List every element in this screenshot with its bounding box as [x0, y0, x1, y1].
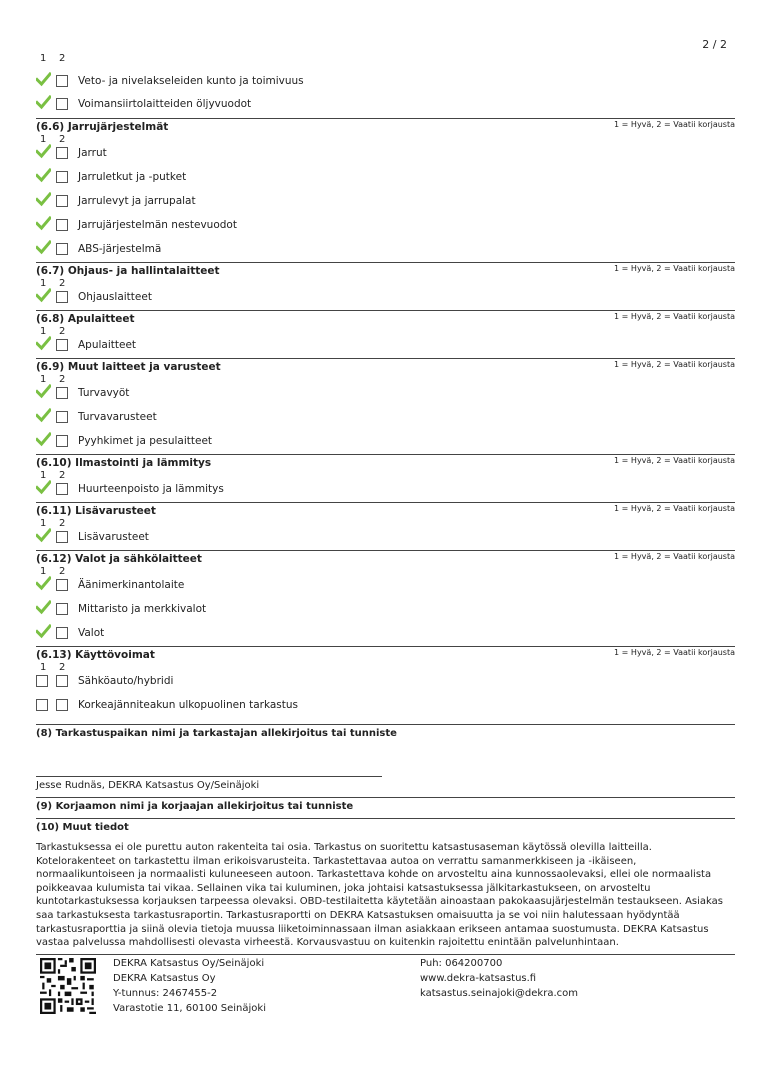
- checklist-item-label: Sähköauto/hybridi: [78, 675, 174, 687]
- rating-2-checkbox[interactable]: [56, 195, 68, 207]
- rating-1-checkbox[interactable]: [36, 98, 48, 110]
- section-header: [36, 646, 735, 661]
- rating-2-checkbox[interactable]: [56, 291, 68, 303]
- checkmark-icon: [36, 168, 51, 183]
- checkmark-icon: [36, 384, 51, 399]
- rating-legend: 1 = Hyvä, 2 = Vaatii korjausta: [614, 120, 735, 129]
- section-title: (6.8) Apulaitteet: [36, 313, 135, 325]
- rating-2-checkbox[interactable]: [56, 243, 68, 255]
- rating-1-checkbox[interactable]: [36, 195, 48, 207]
- checkmark-icon: [36, 240, 51, 255]
- rating-1-checkbox[interactable]: [36, 171, 48, 183]
- rating-2-checkbox[interactable]: [56, 387, 68, 399]
- checkmark-icon: [36, 216, 51, 231]
- section-9-divider: [36, 797, 735, 798]
- rating-legend: 1 = Hyvä, 2 = Vaatii korjausta: [614, 648, 735, 657]
- rating-legend: 1 = Hyvä, 2 = Vaatii korjausta: [614, 552, 735, 561]
- rating-2-checkbox[interactable]: [56, 435, 68, 447]
- column-1-label: 1: [40, 566, 47, 577]
- column-header: [36, 374, 76, 384]
- section-8-title: (8) Tarkastuspaikan nimi ja tarkastajan allekirjoitus tai tunniste: [36, 728, 397, 739]
- section-title: (6.13) Käyttövoimat: [36, 649, 155, 661]
- rating-1-checkbox[interactable]: [36, 291, 48, 303]
- section-header: [36, 502, 735, 517]
- checklist-item-label: Pyyhkimet ja pesulaitteet: [78, 435, 213, 447]
- rating-2-checkbox[interactable]: [56, 219, 68, 231]
- rating-1-checkbox[interactable]: [36, 75, 48, 87]
- section-10-divider: [36, 818, 735, 819]
- checklist-item-label: Äänimerkinantolaite: [78, 579, 185, 591]
- checklist-item-label: Lisävarusteet: [78, 531, 149, 543]
- footer-contact: [420, 956, 578, 1001]
- column-1-label: 1: [40, 134, 47, 145]
- checklist-item-label: Voimansiirtolaitteiden öljyvuodot: [78, 98, 252, 110]
- rating-1-checkbox[interactable]: [36, 531, 48, 543]
- checklist-item-label: Jarruletkut ja -putket: [78, 171, 187, 183]
- checklist-item-label: Veto- ja nivelakseleiden kunto ja toimivuus: [78, 75, 304, 87]
- checkmark-icon: [36, 432, 51, 447]
- qr-code-icon: [40, 958, 96, 1014]
- section-title: (6.7) Ohjaus- ja hallintalaitteet: [36, 265, 220, 277]
- section-8-divider: [36, 724, 735, 725]
- section-header: [36, 358, 735, 373]
- checkmark-icon: [36, 72, 51, 87]
- footer-company: [113, 956, 266, 1016]
- rating-1-checkbox[interactable]: [36, 219, 48, 231]
- column-2-label: 2: [59, 134, 66, 145]
- other-info-text: Tarkastuksessa ei ole purettu auton rakenteita tai osia. Tarkastus on suoritettu katsastusaseman käytössä olevilla laitteilla. Kotelorakenteet on tarkastettu ilman erikoisvarusteita. Tarkastettavaa autoa on verrattu samanmerkkiseen ja -ikäiseen, normaalikuntoiseen ja normaalisti kuluneeseen autoon. Tarkastettava kohde on arvosteltu aina kunnossaolevaksi, ellei ole normaalista poikkeavaa kulumista tai vikaa. Sellainen vika tai kuluminen, joka johtaisi katsastuksessa jälkitarkastukseen, on arvosteltu kuntotarkastuksessa korjauksen tarpeessa olevaksi. OBD-testilaitetta käytetään ainoastaan pakokaasujärjestelmän testaukseen. Asiakas saa tarkastuksesta tarkastusraportin. Tarkastusraportti on DEKRA Katsastuksen omaisuutta ja se voi niin halutessaan hyödyntää tarkastusraporttia ja siinä olevia tietoja muussa liiketoiminnassaan ilman asiakkaan erikseen antamaa suostumusta. DEKRA Katsastus vastaa palvelussa mahdollisesti olevasta virheestä. Korvausvastuu on kuitenkin rajoitettu enintään palvelunhintaan.: [36, 842, 723, 949]
- rating-1-checkbox[interactable]: [36, 483, 48, 495]
- rating-2-checkbox[interactable]: [56, 483, 68, 495]
- inspector-name: Jesse Rudnäs, DEKRA Katsastus Oy/Seinäjoki: [36, 780, 260, 791]
- checklist-item-label: Jarrujärjestelmän nestevuodot: [78, 219, 237, 231]
- rating-2-checkbox[interactable]: [56, 675, 68, 687]
- column-2-label: 2: [59, 662, 66, 673]
- rating-2-checkbox[interactable]: [56, 339, 68, 351]
- rating-2-checkbox[interactable]: [56, 699, 68, 711]
- section-title: (6.11) Lisävarusteet: [36, 505, 156, 517]
- checkmark-icon: [36, 144, 51, 159]
- column-2-label: 2: [59, 278, 66, 289]
- section-9-title: (9) Korjaamon nimi ja korjaajan allekirjoitus tai tunniste: [36, 801, 354, 812]
- footer-email-link[interactable]: katsastus.seinajoki@dekra.com: [420, 988, 578, 999]
- column-2-label: 2: [59, 470, 66, 481]
- rating-1-checkbox[interactable]: [36, 579, 48, 591]
- rating-2-checkbox[interactable]: [56, 147, 68, 159]
- rating-1-checkbox[interactable]: [36, 435, 48, 447]
- footer-company-line: DEKRA Katsastus Oy: [113, 973, 216, 984]
- column-2-label: 2: [59, 518, 66, 529]
- rating-1-checkbox[interactable]: [36, 147, 48, 159]
- column-2-label: 2: [59, 566, 66, 577]
- rating-1-checkbox[interactable]: [36, 387, 48, 399]
- signature-line: [36, 776, 382, 777]
- rating-2-checkbox[interactable]: [56, 411, 68, 423]
- checkmark-icon: [36, 336, 51, 351]
- checkmark-icon: [36, 576, 51, 591]
- footer-phone: Puh: 064200700: [420, 958, 503, 969]
- checklist-item-label: Mittaristo ja merkkivalot: [78, 603, 207, 615]
- footer-company-line: Varastotie 11, 60100 Seinäjoki: [113, 1003, 266, 1014]
- rating-legend: 1 = Hyvä, 2 = Vaatii korjausta: [614, 456, 735, 465]
- rating-2-checkbox[interactable]: [56, 603, 68, 615]
- rating-1-checkbox[interactable]: [36, 339, 48, 351]
- rating-1-checkbox[interactable]: [36, 603, 48, 615]
- rating-1-checkbox[interactable]: [36, 675, 48, 687]
- rating-1-checkbox[interactable]: [36, 699, 48, 711]
- rating-2-checkbox[interactable]: [56, 98, 68, 110]
- checklist-item-label: Jarrulevyt ja jarrupalat: [78, 195, 196, 207]
- checkmark-icon: [36, 480, 51, 495]
- column-1-label: 1: [40, 470, 47, 481]
- checklist-item-label: Huurteenpoisto ja lämmitys: [78, 483, 224, 495]
- checklist-item-label: Jarrut: [78, 147, 107, 159]
- rating-legend: 1 = Hyvä, 2 = Vaatii korjausta: [614, 360, 735, 369]
- column-header: [36, 662, 76, 672]
- rating-2-checkbox[interactable]: [56, 171, 68, 183]
- footer-website-link[interactable]: www.dekra-katsastus.fi: [420, 973, 537, 984]
- rating-1-checkbox[interactable]: [36, 243, 48, 255]
- section-title: (6.10) Ilmastointi ja lämmitys: [36, 457, 212, 469]
- rating-legend: 1 = Hyvä, 2 = Vaatii korjausta: [614, 312, 735, 321]
- rating-2-checkbox[interactable]: [56, 75, 68, 87]
- checkmark-icon: [36, 192, 51, 207]
- checkmark-icon: [36, 600, 51, 615]
- rating-2-checkbox[interactable]: [56, 531, 68, 543]
- checklist-item-label: Turvavarusteet: [78, 411, 157, 423]
- column-1-label: 1: [40, 53, 47, 64]
- column-2-label: 2: [59, 326, 66, 337]
- column-2-label: 2: [59, 53, 66, 64]
- checklist-item-label: Turvavyöt: [78, 387, 130, 399]
- checkmark-icon: [36, 528, 51, 543]
- section-title: (6.9) Muut laitteet ja varusteet: [36, 361, 221, 373]
- checklist-item-label: Valot: [78, 627, 105, 639]
- section-title: (6.6) Jarrujärjestelmät: [36, 121, 169, 133]
- rating-legend: 1 = Hyvä, 2 = Vaatii korjausta: [614, 504, 735, 513]
- column-header: [36, 278, 76, 288]
- column-1-label: 1: [40, 326, 47, 337]
- footer-company-line: DEKRA Katsastus Oy/Seinäjoki: [113, 958, 265, 969]
- checklist-item-label: Apulaitteet: [78, 339, 137, 351]
- column-1-label: 1: [40, 374, 47, 385]
- section-10-title: (10) Muut tiedot: [36, 822, 129, 833]
- section-header: [36, 262, 735, 277]
- column-1-label: 1: [40, 518, 47, 529]
- checklist-item-label: Korkeajänniteakun ulkopuolinen tarkastus: [78, 699, 298, 711]
- column-header: [36, 53, 76, 65]
- column-header: [36, 518, 76, 528]
- checklist-item-label: Ohjauslaitteet: [78, 291, 152, 303]
- rating-2-checkbox[interactable]: [56, 627, 68, 639]
- rating-legend: 1 = Hyvä, 2 = Vaatii korjausta: [614, 264, 735, 273]
- section-header: [36, 550, 735, 565]
- column-2-label: 2: [59, 374, 66, 385]
- column-header: [36, 134, 76, 144]
- section-header: [36, 310, 735, 325]
- checkmark-icon: [36, 95, 51, 110]
- rating-2-checkbox[interactable]: [56, 579, 68, 591]
- rating-1-checkbox[interactable]: [36, 627, 48, 639]
- column-1-label: 1: [40, 662, 47, 673]
- column-header: [36, 566, 76, 576]
- footer-company-line: Y-tunnus: 2467455-2: [113, 988, 218, 999]
- column-header: [36, 326, 76, 336]
- page-number: 2 / 2: [702, 38, 727, 51]
- checkmark-icon: [36, 288, 51, 303]
- section-title: (6.12) Valot ja sähkölaitteet: [36, 553, 202, 565]
- column-header: [36, 470, 76, 480]
- rating-1-checkbox[interactable]: [36, 411, 48, 423]
- column-1-label: 1: [40, 278, 47, 289]
- section-header: [36, 454, 735, 469]
- checkmark-icon: [36, 624, 51, 639]
- footer-divider: [36, 954, 735, 955]
- checklist-item-label: ABS-järjestelmä: [78, 243, 162, 255]
- section-header: [36, 118, 735, 133]
- checkmark-icon: [36, 408, 51, 423]
